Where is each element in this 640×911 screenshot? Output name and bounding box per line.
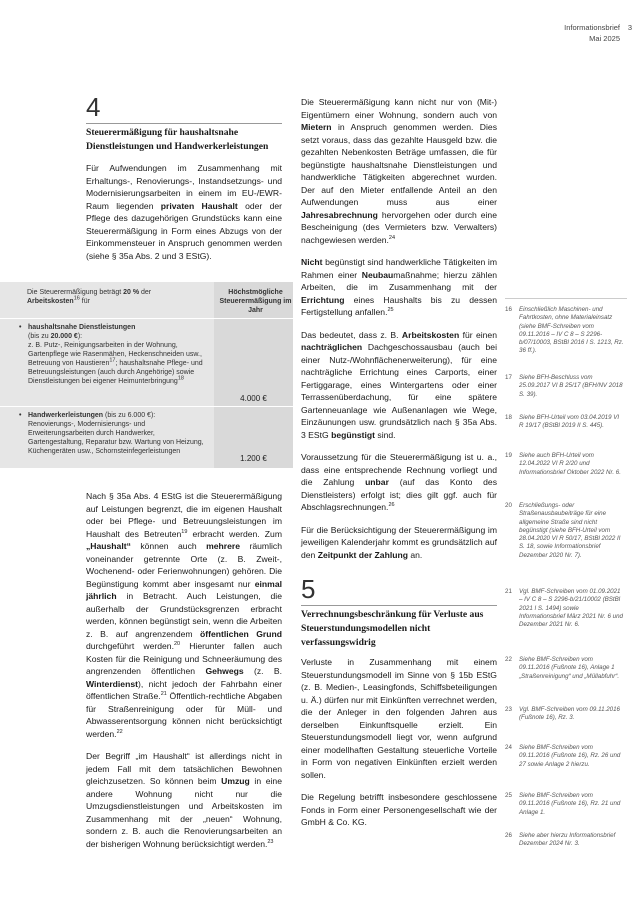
footnote-text: Siehe BMF-Schreiben vom 09.11.2016 (Fußnote 16), Rz. 26 und 27 sowie Anlage 2 hierzu. <box>519 744 621 768</box>
footnote <box>505 832 624 849</box>
table-row: • Handwerkerleistungen (bis zu 6.000 €): Renovierungs-, Modernisierungs- und Erweiterungsarbeiten durch Handwerker, Gartengestaltung, Reparatur bzw. Wartung von Heizung, Küchengeräten usw., Schornsteinfegerleistungen <box>19 412 204 455</box>
section-number: 5 <box>301 574 316 604</box>
paragraph: Nicht begünstigt sind handwerkliche Tätigkeiten im Rahmen einer Neubaumaßnahme; hierzu zählen Arbeiten, die im Zusammenhang mit der Errichtung eines Haushalts bis zu dessen Fertigstellung anfallen.$^{25}$ <box>301 257 497 317</box>
footnote-text: Siehe BFH-Beschluss vom 25.09.2017 VI B 25/17 (BFH/NV 2018 S. 39). <box>519 374 623 398</box>
footnote-text: Vgl. BMF-Schreiben vom 01.09.2021 – IV C 8 – S 2296-b/21/10002 (BStBl 2021 I S. 1494) sowie Informationsbrief März 2021 Nr. 6 und Dezember 2021 Nr. 6. <box>519 588 623 629</box>
footnote-text: Erschließungs- oder Straßenausbaubeiträge für eine allgemeine Straße sind nicht begünstigt (siehe BFH-Urteil vom 28.04.2020 VI R 50/17, BStBl 2022 II S. 18, sowie Informationsbrief Dezember 2020 Nr. 7). <box>519 502 621 559</box>
table-row: • haushaltsnahe Dienstleistungen (bis zu 20.000 €): z. B. Putz-, Reinigungsarbeiten in der Wohnung, Gartenpflege wie Rasenmähen, Heckenschneiden usw., Betreuung von Haustieren$^{17}$; haushaltsnahe Pflege- und Betreuungsleistungen (auch durch Angehörige) sowie Dienstleistungen bei eigener Heimunterbringung$^{18}$ <box>19 324 203 385</box>
page-number: 3 <box>627 23 632 32</box>
footnote <box>505 502 624 560</box>
table-header-right: Höchstmögliche Steuerermäßigung im Jahr <box>219 289 292 314</box>
section-title: Verrechnungsbeschränkung für Verluste aus Steuerstundungsmodellen nicht verfassungswidrig <box>301 605 497 650</box>
footnote-number: 24 <box>505 744 512 751</box>
footnote-text: Siehe aber hierzu Informationsbrief Dezember 2024 Nr. 3. <box>519 832 616 848</box>
footnote-text: Vgl. BMF-Schreiben vom 09.11.2016 (Fußnote 16), Rz. 3. <box>519 706 620 722</box>
footnote <box>505 414 624 431</box>
footnote-text: Siehe BFH-Urteil vom 03.04.2019 VI R 19/17 (BStBl 2019 II S. 445). <box>519 414 620 430</box>
footnote-text: Einschließlich Maschinen- und Fahrtkosten, ohne Materialeinsatz (siehe BMF-Schreiben vom 09.11.2016 – IV C 8 – S 2296-b/07/10003, BStBl 2016 I S. 1213, Rz. 36 ff.). <box>519 306 624 355</box>
paragraph: Für die Berücksichtigung der Steuerermäßigung im jeweiligen Kalenderjahr kommt es grundsätzlich auf den Zeitpunkt der Zahlung an. <box>301 524 497 560</box>
footnote <box>505 452 624 477</box>
footnote <box>505 792 624 817</box>
footnote-text: Siehe auch BFH-Urteil vom 12.04.2022 VI R 2/20 und Informationsbrief Oktober 2022 Nr. 6. <box>519 452 621 476</box>
bullet-icon: • <box>19 324 22 331</box>
paragraph: Voraussetzung für die Steuerermäßigung ist u. a., dass eine entsprechende Rechnung vorliegt und die Zahlung unbar (auf das Konto des Dienstleisters) erfolgt ist; dies gilt ggf. auch für Abschlagsrechnungen.$^{26}$ <box>301 452 497 512</box>
section-title: Steuerermäßigung für haushaltsnahe Dienstleistungen und Handwerkerleistungen <box>86 123 282 154</box>
footnote <box>505 588 624 629</box>
footnote <box>505 374 624 399</box>
footnote-number: 26 <box>505 832 512 839</box>
table-divider <box>0 318 293 319</box>
paragraph: Der Begriff „im Haushalt“ ist allerdings nicht in jedem Fall mit dem tatsächlichen Bewohnen gleichzusetzen. So können beim Umzug in eine andere Wohnung nicht nur die Umzugsdienstleistungen und Arbeitskosten im Zusammenhang mit der „neuen“ Wohnung, sondern z. B. auch die Renovierungsarbeiten an der bisherigen Wohnung berücksichtigt werden.$^{23}$ <box>86 751 282 849</box>
paragraph: Die Regelung betrifft insbesondere geschlossene Fonds in Form einer Personengesellschaft wie der GmbH & Co. KG. <box>301 792 497 827</box>
paragraph: Verluste in Zusammenhang mit einem Steuerstundungsmodell im Sinne von § 15b EStG (z. B. Medien-, Leasingfonds, Schiffsbeteiligungen u. Ä.) dürfen nur mit Einkünften verrechnet werden, die der Anleger in den folgenden Jahren aus derselben Einkunftsquelle erzielt. Ein Steuerstundungsmodell liegt vor, wenn aufgrund einer modellhaften Gestaltung steuerliche Vorteile in Form von negativen Einkünften erzielt werden sollen. <box>301 657 497 780</box>
footnote-divider <box>505 298 627 299</box>
paragraph: Das bedeutet, dass z. B. Arbeitskosten für einen nachträglichen Dachgeschossausbau (auch bei einer Nutz-/Wohnflächenerweiterung), für eine nachträgliche Errichtung eines Carports, einer Fertiggarage, eines Wintergartens oder einer Terrassenüberdachung, für eine spätere Gartenneuanlage wie Außenanlagen wie Wege, Einzäunungen usw. grundsätzlich nach § 35a Abs. 3 EStG begünstigt sind. <box>301 329 497 440</box>
right-column <box>301 96 497 839</box>
footnote <box>505 306 624 356</box>
header-title: Informationsbrief <box>564 23 620 32</box>
footnote-number: 23 <box>505 706 512 713</box>
footnote <box>505 706 624 723</box>
footnote-number: 17 <box>505 374 512 381</box>
footnote-text: Siehe BMF-Schreiben vom 09.11.2016 (Fußnote 16), Rz. 21 und Anlage 1. <box>519 792 621 816</box>
tax-reduction-table <box>0 282 293 468</box>
bullet-icon: • <box>19 412 22 419</box>
page-header <box>564 22 632 44</box>
section-number: 4 <box>86 92 101 122</box>
left-column <box>86 490 282 860</box>
table-header-left: Die Steuerermäßigung beträgt 20 % der Arbeitskosten$^{16}$ für <box>27 289 152 305</box>
footnote-text: Siehe BMF-Schreiben vom 09.11.2016 (Fußnote 16), Anlage 1 „Straßenreinigung“ und „Müllabfuhr“. <box>519 656 620 680</box>
table-value: 1.200 € <box>240 454 267 463</box>
footnote-number: 16 <box>505 306 512 313</box>
footnote <box>505 656 624 681</box>
header-date: Mai 2025 <box>589 34 620 43</box>
paragraph: Für Aufwendungen im Zusammenhang mit Erhaltungs-, Renovierungs-, Instandsetzungs- und Modernisierungsarbeiten in einem im EU-/EWR-Raum liegenden privaten Haushalt oder der Pflege des dazugehörigen Grundstücks kann eine Steuerermäßigung in Form eines Abzugs von der Einkommensteuer in Anspruch genommen werden (siehe § 35a Abs. 2 und 3 EStG). <box>86 163 282 261</box>
table-divider <box>0 406 293 407</box>
footnote-number: 22 <box>505 656 512 663</box>
footnote-number: 20 <box>505 502 512 509</box>
footnote <box>505 744 624 769</box>
footnote-number: 25 <box>505 792 512 799</box>
footnote-number: 19 <box>505 452 512 459</box>
paragraph: Nach § 35a Abs. 4 EStG ist die Steuerermäßigung auf Leistungen begrenzt, die im eigenen Haushalt oder bei Pflege- und Betreuungsleistungen im Haushalt des Betreuten$^{19}$ erbracht werden. Zum „Haushalt“ können auch mehrere räumlich voneinander getrennte Orte (z. B. Zweit-, Wochenend- oder Ferienwohnungen) gehören. Die Begünstigung kommt aber insgesamt nur einmal jährlich in Betracht. Auch Leistungen, die außerhalb der Grundstücksgrenzen erbracht werden, können begünstigt sein, wenn die Arbeiten z. B. auf angrenzendem öffentlichen Grund durchgeführt werden.$^{20}$ Hierunter fallen auch Kosten für die Reinigung und Schneeräumung des angrenzenden öffentlichen Gehwegs (z. B. Winterdienst), nicht jedoch der Fahrbahn einer öffentlichen Straße.$^{21}$ Öffentlich-rechtliche Abgaben für Straßenreinigung oder für Müll- und Abwasserentsorgung können nicht berücksichtigt werden.$^{22}$ <box>86 491 283 739</box>
footnote-number: 21 <box>505 588 512 595</box>
section-4-intro <box>86 93 282 272</box>
paragraph: Die Steuerermäßigung kann nicht nur von (Mit-) Eigentümern einer Wohnung, sondern auch von Mietern in Anspruch genommen werden. Dies setzt voraus, dass das gezahlte Hausgeld bzw. die gezahlten Nebenkosten Beträge umfassen, die für begünstigte haushaltsnahe Dienstleistungen und handwerkliche Tätigkeiten abgerechnet wurden. Der auf den Mieter entfallende Anteil an den Aufwendungen muss aus einer Jahresabrechnung hervorgehen oder durch eine Bescheinigung (des Vermieters bzw. Verwalters) nachgewiesen werden.$^{24}$ <box>301 97 497 245</box>
table-value: 4.000 € <box>240 394 267 403</box>
footnote-number: 18 <box>505 414 512 421</box>
